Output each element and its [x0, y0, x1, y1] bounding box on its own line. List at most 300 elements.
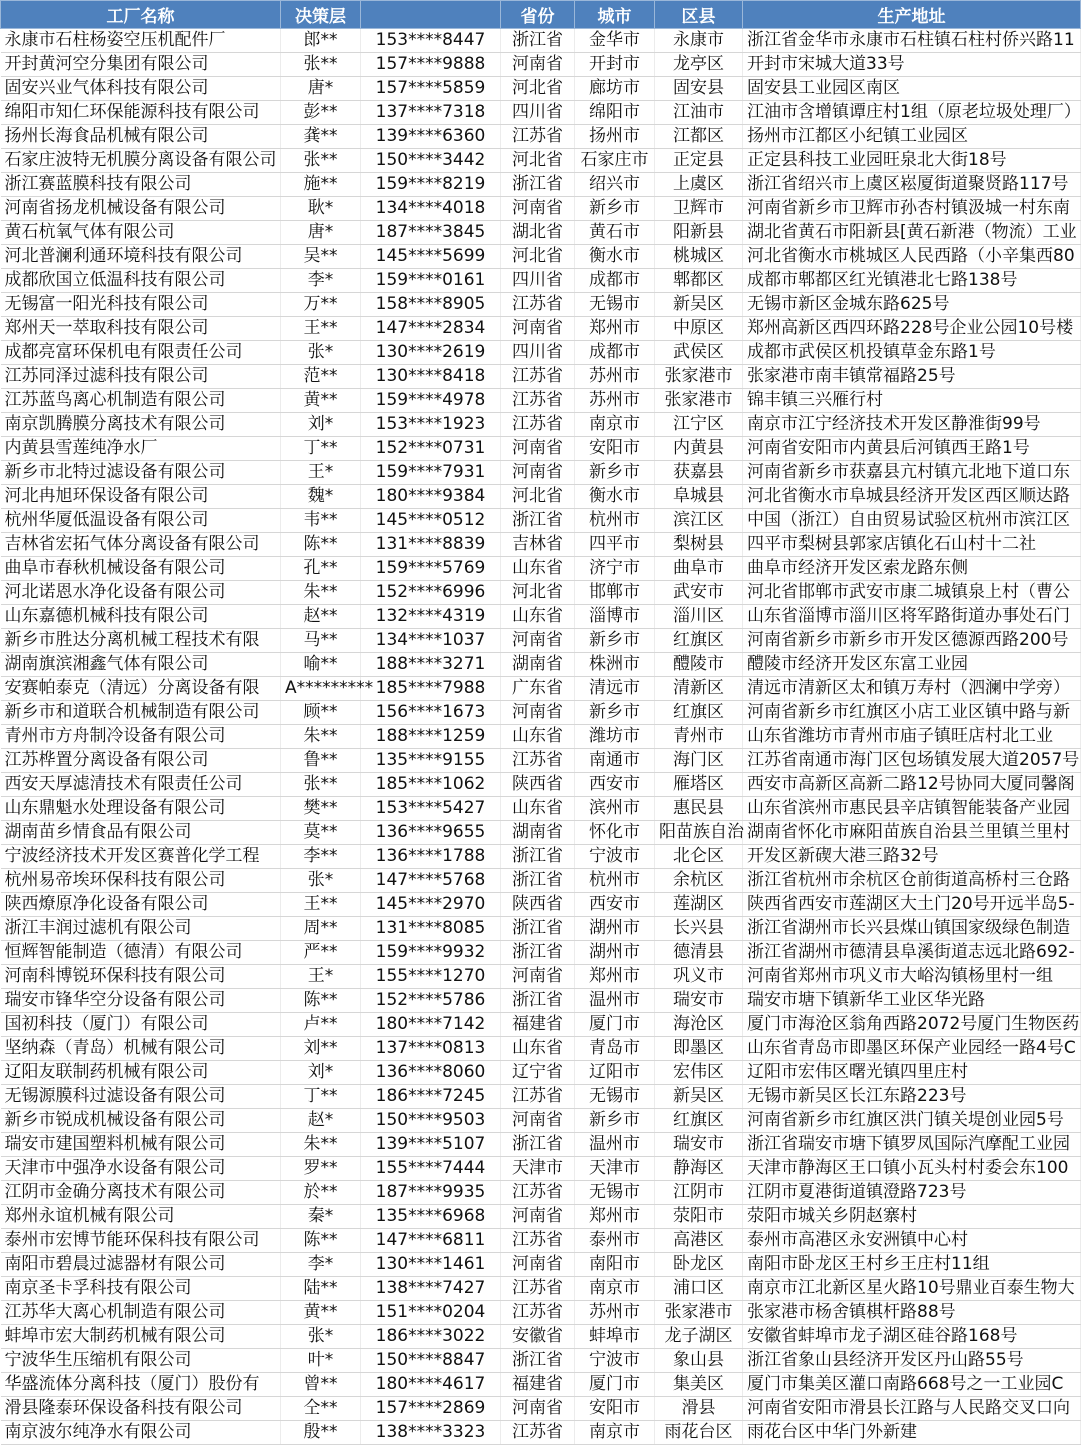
address-cell: 河北省衡水市阜城县经济开发区西区顺达路	[743, 485, 1081, 509]
factory-name-cell: 国初科技（厦门）有限公司	[1, 1013, 281, 1037]
city-cell: 安阳市	[575, 437, 655, 461]
phone-cell: 157****9888	[361, 53, 501, 77]
table-row	[1, 533, 1081, 557]
district-cell: 龙子湖区	[655, 1325, 743, 1349]
district-cell: 青州市	[655, 725, 743, 749]
phone-cell: 186****3022	[361, 1325, 501, 1349]
address-cell: 天津市静海区王口镇小瓦头村村委会东100	[743, 1157, 1081, 1181]
factory-name-cell: 江阴市金确分离技术有限公司	[1, 1181, 281, 1205]
province-cell: 江苏省	[501, 413, 575, 437]
address-cell: 张家港市杨舍镇棋杆路88号	[743, 1301, 1081, 1325]
province-cell: 湖南省	[501, 821, 575, 845]
phone-cell: 145****5699	[361, 245, 501, 269]
province-cell: 河北省	[501, 149, 575, 173]
factory-name-cell: 江苏桦置分离设备有限公司	[1, 749, 281, 773]
factory-name-cell: 南京波尔纯净水有限公司	[1, 1421, 281, 1445]
phone-cell: 157****5859	[361, 77, 501, 101]
factory-name-cell: 曲阜市春秋机械设备有限公司	[1, 557, 281, 581]
city-cell: 绵阳市	[575, 101, 655, 125]
factory-name-cell: 石家庄波特无机膜分离设备有限公司	[1, 149, 281, 173]
address-cell: 南阳市卧龙区王村乡王庄村11组	[743, 1253, 1081, 1277]
decision-maker-cell: 李*	[281, 269, 361, 293]
province-cell: 江苏省	[501, 749, 575, 773]
province-cell: 四川省	[501, 341, 575, 365]
table-row	[1, 485, 1081, 509]
decision-maker-cell: 张**	[281, 149, 361, 173]
table-row	[1, 1277, 1081, 1301]
table-row	[1, 965, 1081, 989]
city-cell: 杭州市	[575, 869, 655, 893]
district-cell: 高港区	[655, 1229, 743, 1253]
city-cell: 开封市	[575, 53, 655, 77]
city-cell: 南京市	[575, 413, 655, 437]
city-cell: 邯郸市	[575, 581, 655, 605]
decision-maker-cell: 朱**	[281, 1133, 361, 1157]
province-cell: 江苏省	[501, 1085, 575, 1109]
phone-cell: 188****1259	[361, 725, 501, 749]
decision-maker-cell: 樊**	[281, 797, 361, 821]
address-cell: 无锡市新吴区长江东路223号	[743, 1085, 1081, 1109]
address-cell: 西安市高新区高新二路12号协同大厦同馨阁	[743, 773, 1081, 797]
phone-cell: 137****7318	[361, 101, 501, 125]
city-cell: 南通市	[575, 749, 655, 773]
address-cell: 浙江省瑞安市塘下镇罗凤国际汽摩配工业园	[743, 1133, 1081, 1157]
district-cell: 江油市	[655, 101, 743, 125]
province-cell: 河南省	[501, 53, 575, 77]
city-cell: 杭州市	[575, 509, 655, 533]
province-cell: 浙江省	[501, 509, 575, 533]
city-cell: 衡水市	[575, 245, 655, 269]
decision-maker-cell: 刘**	[281, 1037, 361, 1061]
factory-name-cell: 青州市方舟制冷设备有限公司	[1, 725, 281, 749]
city-cell: 青岛市	[575, 1037, 655, 1061]
phone-cell: 187****9935	[361, 1181, 501, 1205]
province-cell: 浙江省	[501, 1349, 575, 1373]
table-row	[1, 893, 1081, 917]
factory-name-cell: 新乡市胜达分离机械工程技术有限	[1, 629, 281, 653]
city-cell: 潍坊市	[575, 725, 655, 749]
phone-cell: 159****9932	[361, 941, 501, 965]
factory-name-cell: 南京凯腾膜分离技术有限公司	[1, 413, 281, 437]
factory-name-cell: 江苏同泽过滤科技有限公司	[1, 365, 281, 389]
decision-maker-cell: 彭**	[281, 101, 361, 125]
address-cell: 河南省安阳市滑县长江路与人民路交叉口向	[743, 1397, 1081, 1421]
decision-maker-cell: 王*	[281, 965, 361, 989]
province-cell: 浙江省	[501, 917, 575, 941]
decision-maker-cell: 张*	[281, 1325, 361, 1349]
factory-name-cell: 黄石杭氧气体有限公司	[1, 221, 281, 245]
decision-maker-cell: A*********	[281, 677, 361, 701]
city-cell: 厦门市	[575, 1013, 655, 1037]
address-cell: 成都市郫都区红光镇港北七路138号	[743, 269, 1081, 293]
province-cell: 辽宁省	[501, 1061, 575, 1085]
phone-cell: 139****6360	[361, 125, 501, 149]
decision-maker-cell: 张**	[281, 773, 361, 797]
province-cell: 陕西省	[501, 773, 575, 797]
table-row	[1, 1133, 1081, 1157]
district-cell: 张家港市	[655, 1301, 743, 1325]
decision-maker-cell: 丁**	[281, 1085, 361, 1109]
district-cell: 卫辉市	[655, 197, 743, 221]
phone-cell: 186****7245	[361, 1085, 501, 1109]
factory-name-cell: 瑞安市锋华空分设备有限公司	[1, 989, 281, 1013]
province-cell: 江苏省	[501, 1277, 575, 1301]
address-cell: 厦门市集美区灌口南路668号之一工业园C	[743, 1373, 1081, 1397]
phone-cell: 131****8085	[361, 917, 501, 941]
phone-cell: 158****8905	[361, 293, 501, 317]
factory-name-cell: 坚纳森（青岛）机械有限公司	[1, 1037, 281, 1061]
district-cell: 曲阜市	[655, 557, 743, 581]
factory-name-cell: 西安天厚滤清技术有限责任公司	[1, 773, 281, 797]
district-cell: 德清县	[655, 941, 743, 965]
table-row	[1, 77, 1081, 101]
factory-name-cell: 浙江赛蓝膜科技有限公司	[1, 173, 281, 197]
address-cell: 中国（浙江）自由贸易试验区杭州市滨江区	[743, 509, 1081, 533]
province-cell: 河南省	[501, 461, 575, 485]
decision-maker-cell: 陆**	[281, 1277, 361, 1301]
province-cell: 浙江省	[501, 845, 575, 869]
phone-cell: 145****0512	[361, 509, 501, 533]
factory-name-cell: 永康市石柱杨姿空压机配件厂	[1, 29, 281, 53]
address-cell: 锦丰镇三兴雁行村	[743, 389, 1081, 413]
table-row	[1, 1301, 1081, 1325]
phone-cell: 134****1037	[361, 629, 501, 653]
factory-name-cell: 河北诺恩水净化设备有限公司	[1, 581, 281, 605]
address-cell: 河南省安阳市内黄县后河镇西王路1号	[743, 437, 1081, 461]
phone-cell: 157****2869	[361, 1397, 501, 1421]
address-cell: 张家港市南丰镇常福路25号	[743, 365, 1081, 389]
factory-name-cell: 辽阳友联制药机械有限公司	[1, 1061, 281, 1085]
phone-cell: 159****0161	[361, 269, 501, 293]
decision-maker-cell: 施**	[281, 173, 361, 197]
decision-maker-cell: 鲁**	[281, 749, 361, 773]
province-cell: 浙江省	[501, 869, 575, 893]
district-cell: 海沧区	[655, 1013, 743, 1037]
decision-maker-cell: 黄**	[281, 1301, 361, 1325]
table-row	[1, 989, 1081, 1013]
table-row	[1, 653, 1081, 677]
province-cell: 河南省	[501, 701, 575, 725]
city-cell: 西安市	[575, 773, 655, 797]
address-cell: 河南省新乡市红旗区洪门镇关堤创业园5号	[743, 1109, 1081, 1133]
phone-cell: 137****0813	[361, 1037, 501, 1061]
decision-maker-cell: 於**	[281, 1181, 361, 1205]
decision-maker-cell: 陈**	[281, 533, 361, 557]
header-city: 城市	[575, 1, 655, 29]
phone-cell: 147****2834	[361, 317, 501, 341]
decision-maker-cell: 魏*	[281, 485, 361, 509]
decision-maker-cell: 万**	[281, 293, 361, 317]
table-row	[1, 1253, 1081, 1277]
city-cell: 滨州市	[575, 797, 655, 821]
address-cell: 南京市江北新区星火路10号鼎业百泰生物大	[743, 1277, 1081, 1301]
phone-cell: 153****8447	[361, 29, 501, 53]
decision-maker-cell: 卢**	[281, 1013, 361, 1037]
province-cell: 山东省	[501, 605, 575, 629]
address-cell: 浙江省绍兴市上虞区崧厦街道聚贤路117号	[743, 173, 1081, 197]
factory-name-cell: 湖南苗乡情食品有限公司	[1, 821, 281, 845]
phone-cell: 152****6996	[361, 581, 501, 605]
city-cell: 厦门市	[575, 1373, 655, 1397]
table-row	[1, 725, 1081, 749]
factory-name-cell: 扬州长海食品机械有限公司	[1, 125, 281, 149]
factory-name-cell: 无锡富一阳光科技有限公司	[1, 293, 281, 317]
table-row	[1, 413, 1081, 437]
table-row	[1, 1181, 1081, 1205]
address-cell: 湖南省怀化市麻阳苗族自治县兰里镇兰里村	[743, 821, 1081, 845]
phone-cell: 136****8060	[361, 1061, 501, 1085]
table-row	[1, 1229, 1081, 1253]
table-row	[1, 389, 1081, 413]
factory-name-cell: 泰州市宏博节能环保科技有限公司	[1, 1229, 281, 1253]
factory-name-cell: 新乡市北特过滤设备有限公司	[1, 461, 281, 485]
decision-maker-cell: 张**	[281, 53, 361, 77]
province-cell: 四川省	[501, 101, 575, 125]
district-cell: 滨江区	[655, 509, 743, 533]
address-cell: 成都市武侯区机投镇草金东路1号	[743, 341, 1081, 365]
table-row	[1, 245, 1081, 269]
address-cell: 安徽省蚌埠市龙子湖区硅谷路168号	[743, 1325, 1081, 1349]
phone-cell: 151****0204	[361, 1301, 501, 1325]
phone-cell: 187****3845	[361, 221, 501, 245]
table-row	[1, 365, 1081, 389]
decision-maker-cell: 吴**	[281, 245, 361, 269]
city-cell: 郑州市	[575, 1205, 655, 1229]
decision-maker-cell: 朱**	[281, 725, 361, 749]
province-cell: 河北省	[501, 485, 575, 509]
factory-name-cell: 吉林省宏拓气体分离设备有限公司	[1, 533, 281, 557]
province-cell: 江苏省	[501, 1301, 575, 1325]
province-cell: 浙江省	[501, 989, 575, 1013]
address-cell: 南京市江宁经济技术开发区静淮街99号	[743, 413, 1081, 437]
city-cell: 金华市	[575, 29, 655, 53]
factory-name-cell: 新乡市和道联合机械制造有限公司	[1, 701, 281, 725]
city-cell: 宁波市	[575, 1349, 655, 1373]
phone-cell: 180****9384	[361, 485, 501, 509]
city-cell: 苏州市	[575, 1301, 655, 1325]
city-cell: 黄石市	[575, 221, 655, 245]
factory-name-cell: 郑州永谊机械有限公司	[1, 1205, 281, 1229]
province-cell: 河南省	[501, 965, 575, 989]
phone-cell: 159****8219	[361, 173, 501, 197]
factory-name-cell: 河北冉旭环保设备有限公司	[1, 485, 281, 509]
district-cell: 滑县	[655, 1397, 743, 1421]
phone-cell: 136****9655	[361, 821, 501, 845]
address-cell: 山东省滨州市惠民县辛店镇智能装备产业园	[743, 797, 1081, 821]
factory-name-cell: 成都亮富环保机电有限责任公司	[1, 341, 281, 365]
province-cell: 广东省	[501, 677, 575, 701]
factory-name-cell: 滑县隆泰环保设备科技有限公司	[1, 1397, 281, 1421]
decision-maker-cell: 龚**	[281, 125, 361, 149]
factory-name-cell: 山东鼎魁水处理设备有限公司	[1, 797, 281, 821]
decision-maker-cell: 周**	[281, 917, 361, 941]
district-cell: 梨树县	[655, 533, 743, 557]
district-cell: 张家港市	[655, 365, 743, 389]
factory-name-cell: 江苏蓝鸟离心机制造有限公司	[1, 389, 281, 413]
decision-maker-cell: 赵*	[281, 1109, 361, 1133]
table-row	[1, 125, 1081, 149]
address-cell: 河南省新乡市新乡市开发区德源西路200号	[743, 629, 1081, 653]
factory-name-cell: 无锡源膜科过滤设备有限公司	[1, 1085, 281, 1109]
address-cell: 湖北省黄石市阳新县[黄石新港（物流）工业	[743, 221, 1081, 245]
city-cell: 蚌埠市	[575, 1325, 655, 1349]
table-row	[1, 1085, 1081, 1109]
phone-cell: 159****7931	[361, 461, 501, 485]
province-cell: 山东省	[501, 557, 575, 581]
address-cell: 雨花台区中华门外新建	[743, 1421, 1081, 1445]
province-cell: 江苏省	[501, 1421, 575, 1445]
factory-name-cell: 河南省扬龙机械设备有限公司	[1, 197, 281, 221]
factory-name-cell: 安赛帕泰克（清远）分离设备有限	[1, 677, 281, 701]
factory-name-cell: 江苏华大离心机制造有限公司	[1, 1301, 281, 1325]
province-cell: 河南省	[501, 317, 575, 341]
address-cell: 河南省新乡市红旗区小店工业区镇中路与新	[743, 701, 1081, 725]
city-cell: 辽阳市	[575, 1061, 655, 1085]
factory-name-cell: 恒辉智能制造（德清）有限公司	[1, 941, 281, 965]
address-cell: 清远市清新区太和镇万寿村（泗澜中学旁）	[743, 677, 1081, 701]
table-row	[1, 1421, 1081, 1445]
address-cell: 陕西省西安市莲湖区大土门20号开远半岛5-	[743, 893, 1081, 917]
district-cell: 卧龙区	[655, 1253, 743, 1277]
table-row	[1, 1373, 1081, 1397]
table-row	[1, 1205, 1081, 1229]
phone-cell: 155****1270	[361, 965, 501, 989]
district-cell: 瑞安市	[655, 1133, 743, 1157]
city-cell: 新乡市	[575, 1109, 655, 1133]
decision-maker-cell: 丁**	[281, 437, 361, 461]
factory-name-cell: 山东嘉德机械科技有限公司	[1, 605, 281, 629]
address-cell: 正定县科技工业园旺泉北大街18号	[743, 149, 1081, 173]
phone-cell: 150****8847	[361, 1349, 501, 1373]
district-cell: 荥阳市	[655, 1205, 743, 1229]
factory-name-cell: 固安兴业气体科技有限公司	[1, 77, 281, 101]
phone-cell: 135****6968	[361, 1205, 501, 1229]
city-cell: 苏州市	[575, 389, 655, 413]
phone-cell: 150****9503	[361, 1109, 501, 1133]
factory-name-cell: 郑州天一萃取科技有限公司	[1, 317, 281, 341]
factory-name-cell: 成都欣国立低温科技有限公司	[1, 269, 281, 293]
phone-cell: 131****8839	[361, 533, 501, 557]
district-cell: 江宁区	[655, 413, 743, 437]
decision-maker-cell: 张*	[281, 869, 361, 893]
table-row	[1, 605, 1081, 629]
phone-cell: 153****5427	[361, 797, 501, 821]
district-cell: 内黄县	[655, 437, 743, 461]
city-cell: 安阳市	[575, 1397, 655, 1421]
city-cell: 淄博市	[575, 605, 655, 629]
factory-name-cell: 蚌埠市宏大制药机械有限公司	[1, 1325, 281, 1349]
phone-cell: 152****5786	[361, 989, 501, 1013]
table-row	[1, 437, 1081, 461]
table-row	[1, 941, 1081, 965]
decision-maker-cell: 王**	[281, 317, 361, 341]
decision-maker-cell: 孔**	[281, 557, 361, 581]
phone-cell: 136****1788	[361, 845, 501, 869]
table-row	[1, 1157, 1081, 1181]
province-cell: 吉林省	[501, 533, 575, 557]
province-cell: 河南省	[501, 437, 575, 461]
phone-cell: 159****5769	[361, 557, 501, 581]
province-cell: 浙江省	[501, 29, 575, 53]
factory-name-cell: 河南科博锐环保科技有限公司	[1, 965, 281, 989]
province-cell: 江苏省	[501, 389, 575, 413]
province-cell: 江苏省	[501, 1181, 575, 1205]
decision-maker-cell: 赵**	[281, 605, 361, 629]
province-cell: 河北省	[501, 77, 575, 101]
province-cell: 河南省	[501, 197, 575, 221]
factory-name-cell: 南阳市碧晨过滤器材有限公司	[1, 1253, 281, 1277]
table-row	[1, 1109, 1081, 1133]
address-cell: 瑞安市塘下镇新华工业区华光路	[743, 989, 1081, 1013]
province-cell: 福建省	[501, 1013, 575, 1037]
decision-maker-cell: 刘*	[281, 413, 361, 437]
city-cell: 温州市	[575, 1133, 655, 1157]
header-decision-maker: 决策层	[281, 1, 361, 29]
address-cell: 河南省郑州市巩义市大峪沟镇杨里村一组	[743, 965, 1081, 989]
city-cell: 廊坊市	[575, 77, 655, 101]
province-cell: 河南省	[501, 1253, 575, 1277]
decision-maker-cell: 唐*	[281, 77, 361, 101]
factory-name-cell: 新乡市锐成机械设备有限公司	[1, 1109, 281, 1133]
district-cell: 淄川区	[655, 605, 743, 629]
phone-cell: 147****6811	[361, 1229, 501, 1253]
phone-cell: 138****7427	[361, 1277, 501, 1301]
address-cell: 扬州市江都区小纪镇工业园区	[743, 125, 1081, 149]
city-cell: 郑州市	[575, 965, 655, 989]
phone-cell: 135****9155	[361, 749, 501, 773]
table-row	[1, 845, 1081, 869]
district-cell: 江都区	[655, 125, 743, 149]
decision-maker-cell: 郎**	[281, 29, 361, 53]
district-cell: 武侯区	[655, 341, 743, 365]
city-cell: 无锡市	[575, 293, 655, 317]
factory-name-cell: 宁波华生压缩机有限公司	[1, 1349, 281, 1373]
factory-name-cell: 南京圣卡孚科技有限公司	[1, 1277, 281, 1301]
table-row	[1, 821, 1081, 845]
decision-maker-cell: 陈**	[281, 1229, 361, 1253]
decision-maker-cell: 马**	[281, 629, 361, 653]
province-cell: 江苏省	[501, 365, 575, 389]
phone-cell: 188****3271	[361, 653, 501, 677]
table-row	[1, 797, 1081, 821]
province-cell: 河南省	[501, 1397, 575, 1421]
table-row	[1, 197, 1081, 221]
decision-maker-cell: 殷**	[281, 1421, 361, 1445]
district-cell: 即墨区	[655, 1037, 743, 1061]
header-address: 生产地址	[743, 1, 1081, 29]
table-row	[1, 677, 1081, 701]
province-cell: 山东省	[501, 1037, 575, 1061]
header-province: 省份	[501, 1, 575, 29]
table-row	[1, 293, 1081, 317]
address-cell: 固安县工业园区南区	[743, 77, 1081, 101]
table-row	[1, 701, 1081, 725]
district-cell: 醴陵市	[655, 653, 743, 677]
phone-cell: 150****3442	[361, 149, 501, 173]
city-cell: 清远市	[575, 677, 655, 701]
city-cell: 扬州市	[575, 125, 655, 149]
table-row	[1, 317, 1081, 341]
address-cell: 郑州高新区西四环路228号企业公园10号楼	[743, 317, 1081, 341]
table-row	[1, 1349, 1081, 1373]
decision-maker-cell: 顾**	[281, 701, 361, 725]
factory-name-cell: 杭州华厦低温设备有限公司	[1, 509, 281, 533]
district-cell: 永康市	[655, 29, 743, 53]
province-cell: 浙江省	[501, 1133, 575, 1157]
province-cell: 山东省	[501, 797, 575, 821]
address-cell: 泰州市高港区永安洲镇中心村	[743, 1229, 1081, 1253]
city-cell: 石家庄市	[575, 149, 655, 173]
